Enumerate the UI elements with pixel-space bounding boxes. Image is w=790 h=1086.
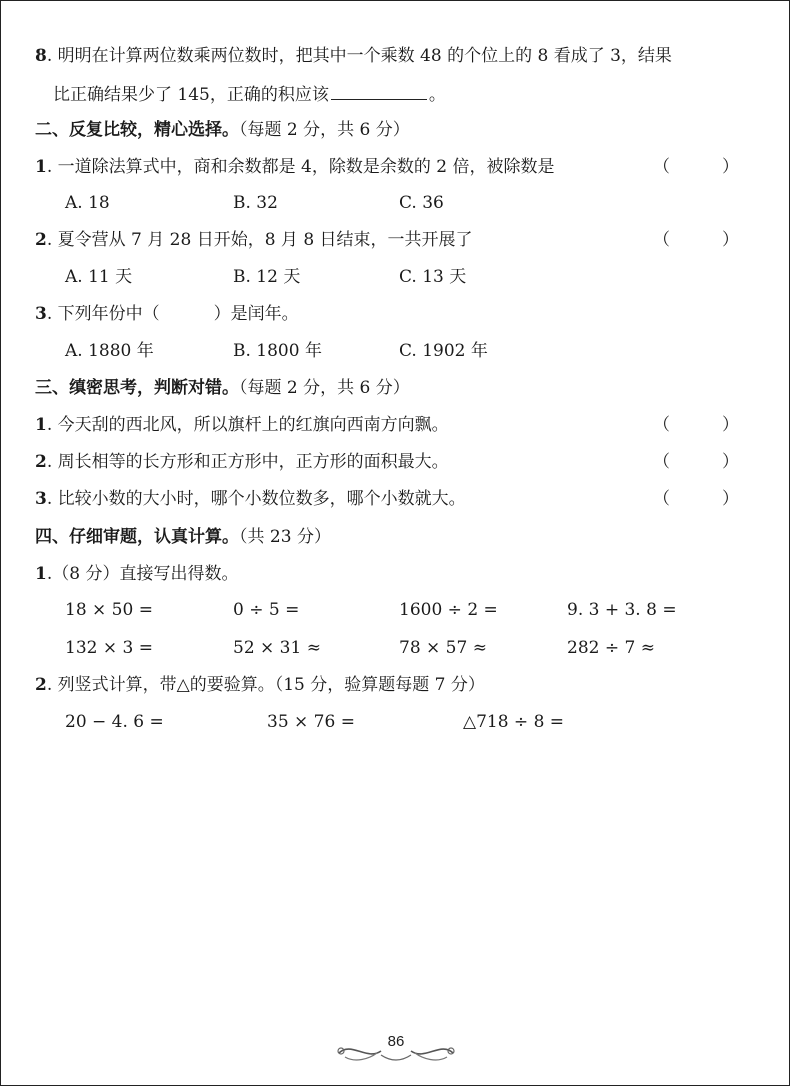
section-note: （每题 2 分，共 6 分） bbox=[239, 378, 410, 398]
answer-parentheses[interactable] bbox=[653, 414, 739, 436]
option-c[interactable]: C. 13 天 bbox=[399, 267, 467, 287]
paren-open: （ bbox=[653, 489, 670, 509]
option-a[interactable]: A. 1880 年 bbox=[65, 341, 154, 361]
paren-close: ） bbox=[722, 157, 739, 177]
paren-close: ） bbox=[722, 489, 739, 509]
question-text: . 比较小数的大小时，哪个小数位数多，哪个小数就大。 bbox=[46, 489, 466, 509]
paren-close: ） bbox=[722, 415, 739, 435]
answer-parentheses[interactable] bbox=[653, 156, 739, 178]
page-number: 86 bbox=[387, 1033, 405, 1050]
answer-parentheses[interactable] bbox=[653, 451, 739, 473]
question-text: . 列竖式计算，带△的要验算。（15 分，验算题每题 7 分） bbox=[46, 675, 485, 695]
question-8-line1 bbox=[35, 45, 672, 67]
question-number: 8 bbox=[35, 46, 47, 66]
calc-item[interactable]: 9. 3 + 3. 8 = bbox=[567, 600, 677, 620]
paren-open: （ bbox=[653, 452, 670, 472]
question-number: 2 bbox=[35, 675, 47, 695]
paren-open: （ bbox=[653, 230, 670, 250]
question-text: .（8 分）直接写出得数。 bbox=[46, 564, 239, 584]
section-note: （每题 2 分，共 6 分） bbox=[239, 120, 410, 140]
section-title: 三、缜密思考，判断对错。 bbox=[35, 378, 239, 398]
question-8-line2 bbox=[53, 83, 446, 106]
s2-question-2 bbox=[35, 229, 473, 251]
question-text: . 今天刮的西北风，所以旗杆上的红旗向西南方向飘。 bbox=[46, 415, 449, 435]
s2-question-3 bbox=[35, 303, 299, 325]
question-text: . 明明在计算两位数乘两位数时，把其中一个乘数 48 的个位上的 8 看成了 3，结果 bbox=[46, 46, 672, 66]
option-a[interactable]: A. 11 天 bbox=[65, 267, 133, 287]
calc-item[interactable]: 0 ÷ 5 = bbox=[233, 600, 300, 620]
question-number: 3 bbox=[35, 489, 47, 509]
s4-question-1 bbox=[35, 563, 238, 585]
section-note: （共 23 分） bbox=[239, 527, 331, 547]
question-number: 2 bbox=[35, 230, 47, 250]
s2-question-1 bbox=[35, 156, 555, 178]
section-4-heading bbox=[35, 526, 331, 548]
calc-item[interactable]: 52 × 31 ≈ bbox=[233, 638, 321, 658]
s3-question-3 bbox=[35, 488, 466, 510]
section-2-heading bbox=[35, 119, 410, 141]
question-text: . 周长相等的长方形和正方形中，正方形的面积最大。 bbox=[46, 452, 449, 472]
s3-question-1 bbox=[35, 414, 449, 436]
question-text: . 一道除法算式中，商和余数都是 4，除数是余数的 2 倍，被除数是 bbox=[46, 157, 555, 177]
question-text: . 夏令营从 7 月 28 日开始，8 月 8 日结束，一共开展了 bbox=[46, 230, 473, 250]
question-text: . 下列年份中（ bbox=[46, 304, 160, 324]
calc-item[interactable]: 20 − 4. 6 = bbox=[65, 712, 164, 732]
question-text: ）是闰年。 bbox=[213, 304, 299, 324]
option-b[interactable]: B. 32 bbox=[233, 193, 278, 213]
option-c[interactable]: C. 36 bbox=[399, 193, 444, 213]
question-number: 2 bbox=[35, 452, 47, 472]
calc-item[interactable]: △718 ÷ 8 = bbox=[463, 712, 565, 732]
section-title: 二、反复比较，精心选择。 bbox=[35, 120, 239, 140]
section-3-heading bbox=[35, 377, 410, 399]
option-c[interactable]: C. 1902 年 bbox=[399, 341, 488, 361]
calc-item[interactable]: 18 × 50 = bbox=[65, 600, 153, 620]
s4-question-2 bbox=[35, 674, 485, 696]
option-b[interactable]: B. 1800 年 bbox=[233, 341, 322, 361]
question-number: 1 bbox=[35, 415, 47, 435]
question-number: 3 bbox=[35, 304, 47, 324]
question-number: 1 bbox=[35, 564, 47, 584]
paren-open: （ bbox=[653, 157, 670, 177]
calc-item[interactable]: 132 × 3 = bbox=[65, 638, 153, 658]
calc-item[interactable]: 1600 ÷ 2 = bbox=[399, 600, 498, 620]
paren-close: ） bbox=[722, 230, 739, 250]
question-text-end: 。 bbox=[428, 85, 446, 105]
question-number: 1 bbox=[35, 157, 47, 177]
answer-parentheses[interactable] bbox=[653, 229, 739, 251]
answer-parentheses[interactable] bbox=[653, 488, 739, 510]
s3-question-2 bbox=[35, 451, 449, 473]
paren-close: ） bbox=[722, 452, 739, 472]
option-a[interactable]: A. 18 bbox=[65, 193, 110, 213]
section-title: 四、仔细审题，认真计算。 bbox=[35, 527, 239, 547]
page-footer bbox=[331, 1031, 461, 1071]
answer-blank[interactable] bbox=[331, 83, 427, 100]
calc-item[interactable]: 78 × 57 ≈ bbox=[399, 638, 487, 658]
paren-open: （ bbox=[653, 415, 670, 435]
calc-item[interactable]: 35 × 76 = bbox=[267, 712, 355, 732]
question-text: 比正确结果少了 145，正确的积应该 bbox=[53, 85, 329, 105]
calc-item[interactable]: 282 ÷ 7 ≈ bbox=[567, 638, 655, 658]
option-b[interactable]: B. 12 天 bbox=[233, 267, 301, 287]
